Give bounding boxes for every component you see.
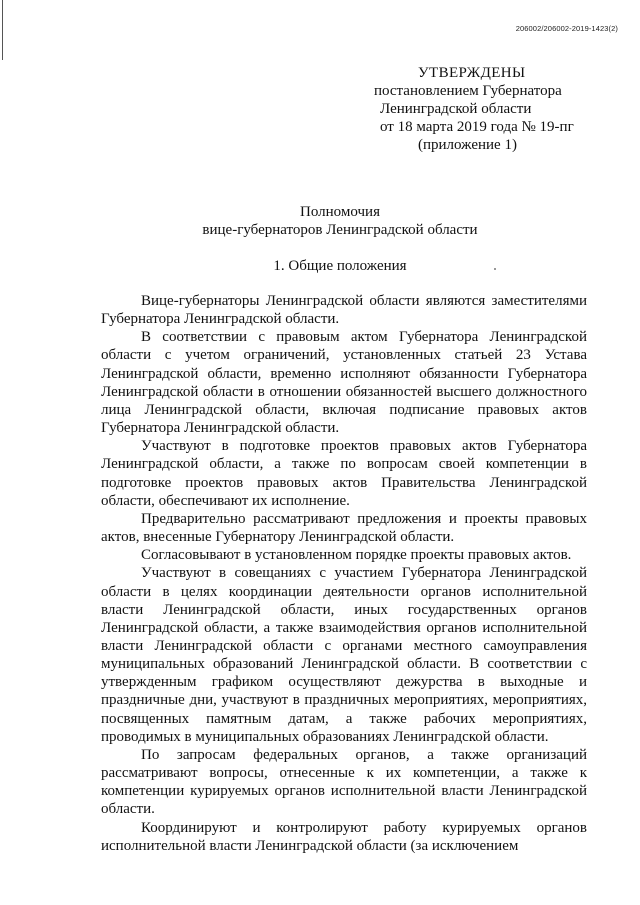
paragraph: По запросам федеральных органов, а также организаций рассматривают вопросы, отнесенные к их компетенции, а также к компетенции курируемых органов исполнительной власти Ленинградской области.: [101, 746, 587, 818]
paragraph: Участвуют в совещаниях с участием Губернатора Ленинградской области в целях координации деятельности органов исполнительной власти Ленинградской области, иных государственных органов Ленинградской области, а также взаимодействия органов исполнительной власти Ленинградской области с органами местного самоуправления муниципальных образований Ленинградской области. В соответствии с утвержденным графиком осуществляют дежурства в выходные и праздничные дни, участвуют в праздничных мероприятиях, мероприятиях, посвященных памятным датам, а также рабочих мероприятиях, проводимых в муниципальных образованиях Ленинградской области.: [101, 565, 587, 745]
section-heading: 1. Общие положения: [273, 258, 407, 274]
document-subtitle: вице-губернаторов Ленинградской области: [202, 222, 478, 238]
approval-line: постановлением Губернатора: [374, 83, 562, 99]
paragraph: Участвуют в подготовке проектов правовых актов Губернатора Ленинградской области, а также по вопросам своей компетенции в подготовке проектов правовых актов Правительства Ленинградской области, обеспечивают их исполнение.: [101, 438, 587, 509]
approval-line: (приложение 1): [418, 137, 517, 153]
paragraph: Координируют и контролируют работу курируемых органов исполнительной власти Ленинградской области (за исключением: [101, 819, 587, 854]
approval-title: УТВЕРЖДЕНЫ: [418, 65, 526, 81]
scan-speck: [494, 268, 496, 270]
document-id: 206002/206002-2019-1423(2): [515, 24, 618, 33]
approval-block: [368, 64, 608, 154]
paragraph: Предварительно рассматривают предложения и проекты правовых актов, внесенные Губернатору Ленинградской области.: [101, 510, 587, 546]
paragraph: В соответствии с правовым актом Губернатора Ленинградской области с учетом ограничений, установленных статьей 23 Устава Ленинградской области, временно исполняют обязанности Губернатора Ленинградской области в отношении обязанностей высшего должностного лица Ленинградской области, включая подписание правовых актов Губернатора Ленинградской области.: [101, 329, 587, 437]
document-title: Полномочия: [300, 204, 380, 220]
approval-line: от 18 марта 2019 года № 19-пг: [380, 119, 574, 135]
paragraph: Вице-губернаторы Ленинградской области являются заместителями Губернатора Ленинградской области.: [101, 293, 587, 328]
paragraph: Согласовывают в установленном порядке проекты правовых актов.: [141, 547, 572, 564]
approval-line: Ленинградской области: [380, 101, 532, 117]
document-body: [101, 292, 587, 855]
binding-margin-line: [2, 0, 3, 60]
